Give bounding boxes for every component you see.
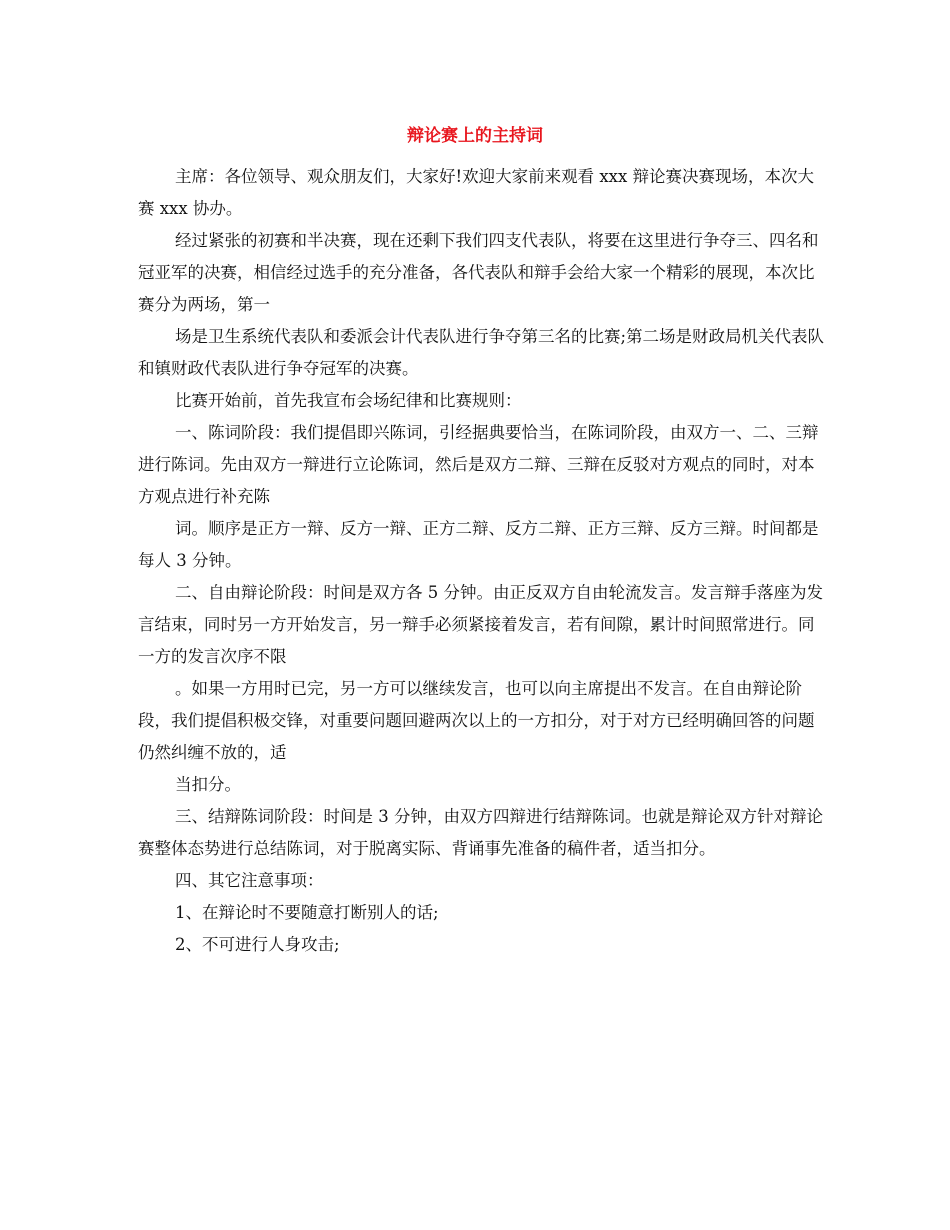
paragraph-free-debate-continued: 。如果一方用时已完，另一方可以继续发言，也可以向主席提出不发言。在自由辩论阶段，我们提倡积极交锋，对重要问题回避两次以上的一方扣分，对于对方已经明确回答的问题仍然纠缠不放的，适	[138, 679, 815, 762]
paragraph-statement-order: 词。顺序是正方一辩、反方一辩、正方二辩、反方二辩、正方三辩、反方三辩。时间都是每人 3 分钟。	[138, 519, 819, 570]
paragraph-free-debate: 二、自由辩论阶段：时间是双方各 5 分钟。由正反双方自由轮流发言。发言辩手落座为发言结束，同时另一方开始发言，另一辩手必须紧接着发言，若有间隙，累计时间照常进行。同一方的发言次序不限	[138, 583, 823, 666]
paragraph-deduction: 当扣分。	[175, 775, 241, 794]
document-title: 辩论赛上的主持词	[407, 126, 543, 146]
paragraph-closing-statements: 三、结辩陈词阶段：时间是 3 分钟，由双方四辩进行结辩陈词。也就是辩论双方针对辩论赛整体态势进行总结陈词，对于脱离实际、背诵事先准备的稿件者，适当扣分。	[138, 807, 823, 858]
paragraph-match-schedule: 场是卫生系统代表队和委派会计代表队进行争夺第三名的比赛;第二场是财政局机关代表队和镇财政代表队进行争夺冠军的决赛。	[138, 327, 825, 378]
paragraph-note-2: 2、不可进行人身攻击;	[175, 935, 340, 954]
paragraph-note-1: 1、在辩论时不要随意打断别人的话;	[175, 903, 439, 922]
paragraph-teams: 经过紧张的初赛和半决赛，现在还剩下我们四支代表队，将要在这里进行争夺三、四名和冠亚军的决赛，相信经过选手的充分准备，各代表队和辩手会给大家一个精彩的展现，本次比赛分为两场，第一	[138, 231, 819, 314]
paragraph-opening-statements: 一、陈词阶段：我们提倡即兴陈词，引经据典要恰当，在陈词阶段，由双方一、二、三辩进行陈词。先由双方一辩进行立论陈词，然后是双方二辩、三辩在反驳对方观点的同时，对本方观点进行补充陈	[138, 423, 819, 506]
paragraph-rules-intro: 比赛开始前，首先我宣布会场纪律和比赛规则：	[175, 391, 522, 410]
document-body	[138, 161, 828, 961]
paragraph-other-notes: 四、其它注意事项：	[175, 871, 324, 890]
paragraph-opening: 主席：各位领导、观众朋友们，大家好!欢迎大家前来观看 xxx 辩论赛决赛现场，本次大赛 xxx 协办。	[138, 167, 815, 218]
